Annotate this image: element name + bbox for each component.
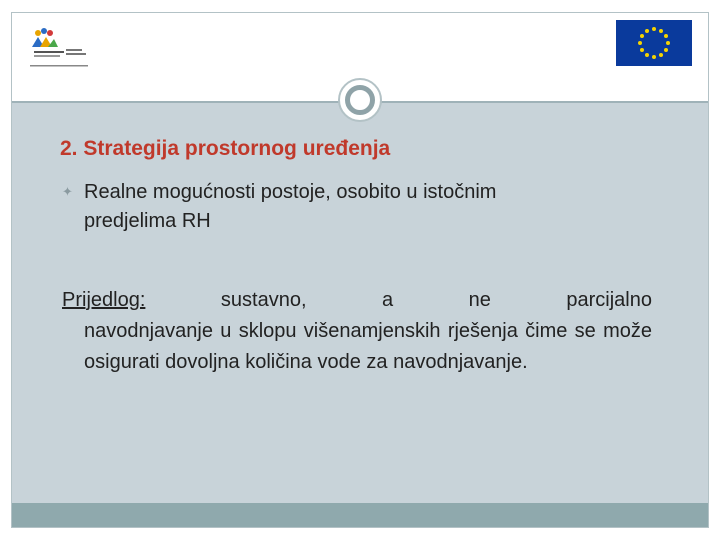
- slide-heading: 2. Strategija prostornog uređenja: [60, 137, 391, 160]
- project-logo: [26, 25, 90, 75]
- proposal-paragraph: [62, 285, 652, 378]
- footer-bar: [12, 503, 708, 527]
- paragraph-word: parcijalno: [566, 289, 652, 311]
- circle-ornament: [338, 78, 382, 122]
- bullet-text-line2: predjelima RH: [84, 210, 211, 232]
- paragraph-first-line: [62, 285, 652, 316]
- paragraph-word: a: [382, 289, 394, 311]
- eu-flag-logo: [616, 20, 692, 66]
- bullet-icon: ✦: [62, 184, 73, 199]
- paragraph-word: ne: [468, 289, 491, 311]
- bullet-text-line1: Realne mogućnosti postoje, osobito u istočnim: [84, 181, 497, 203]
- paragraph-body: navodnjavanje u sklopu višenamjenskih rješenja čime se može osigurati dovoljna količina vode za navodnjavanje.: [84, 320, 652, 373]
- bullet-item: [62, 177, 682, 236]
- proposal-label: Prijedlog:: [62, 289, 146, 311]
- paragraph-word: sustavno,: [220, 289, 307, 311]
- circle-ring: [345, 85, 375, 115]
